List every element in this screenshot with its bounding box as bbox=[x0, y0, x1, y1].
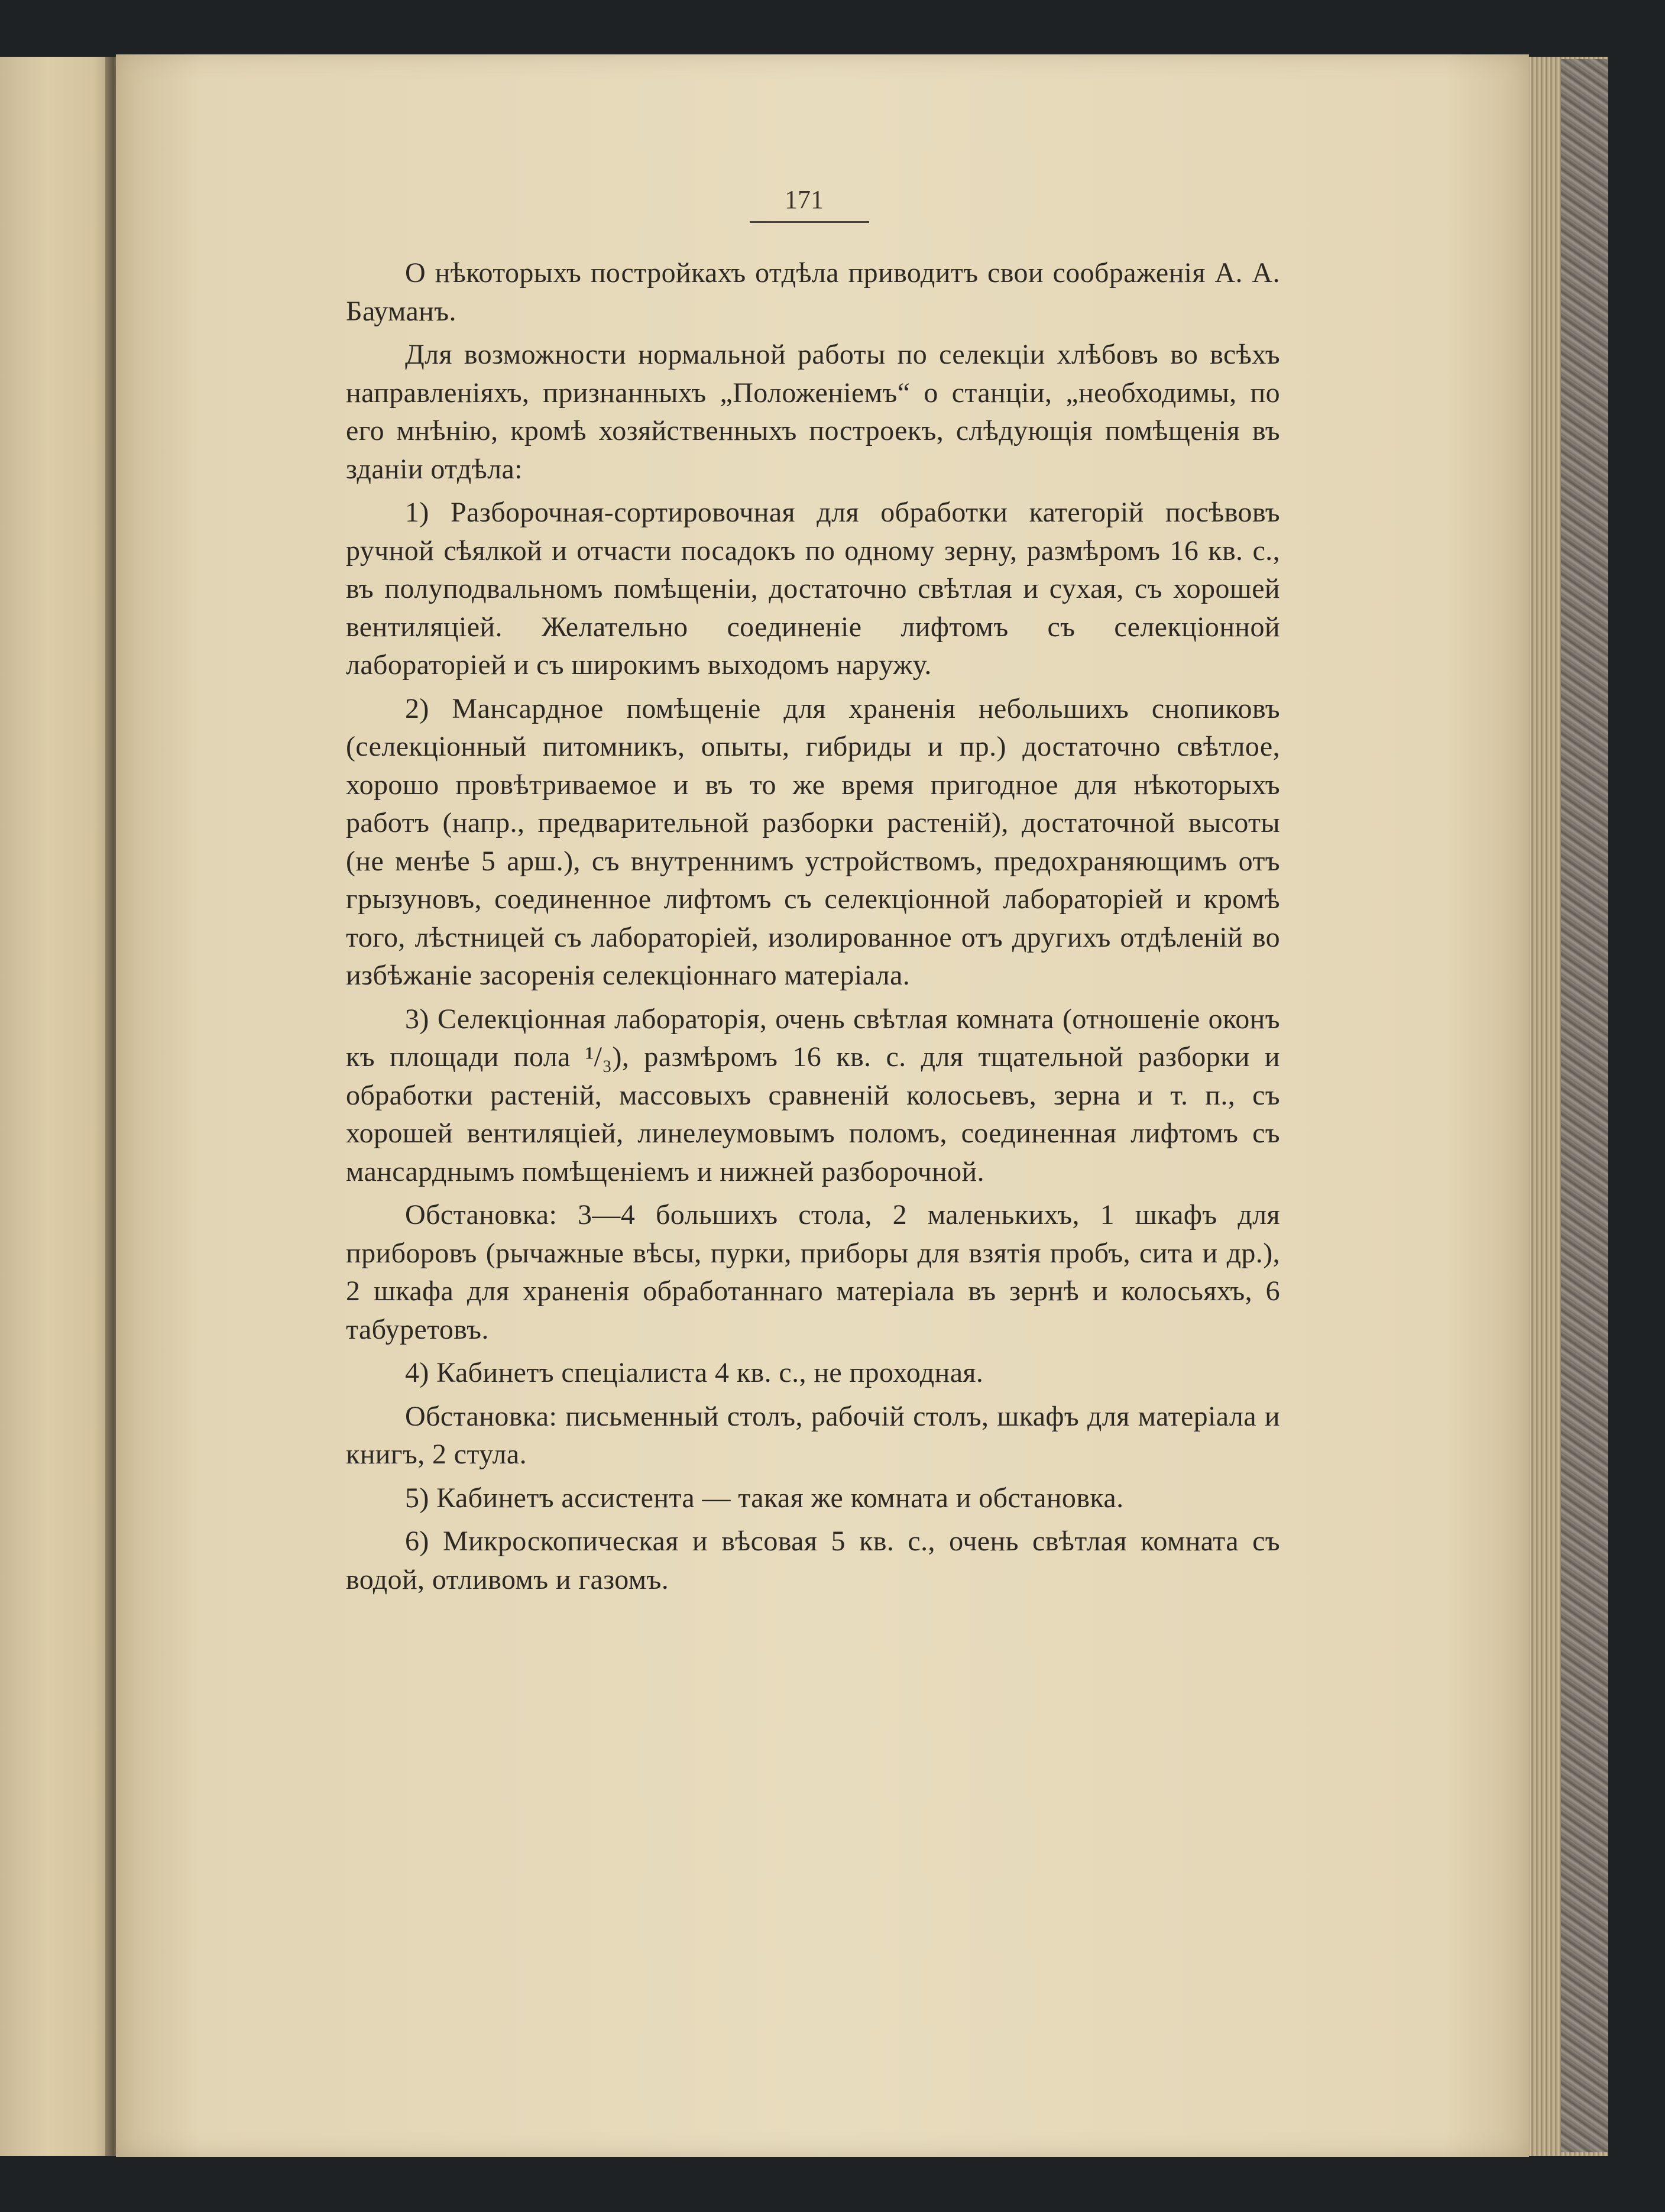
book-cover-edge bbox=[1561, 59, 1608, 2152]
paragraph: 2) Мансардное помѣщеніе для храненія небольшихъ снопиковъ (селекціонный питомникъ, опыты, гибриды и пр.) достаточно свѣтлое, хорошо провѣтриваемое и въ то же время пригодное для нѣкоторыхъ работъ (напр., предварительной разборки растеній), достаточной высоты (не менѣе 5 арш.), съ внутреннимъ устройствомъ, предохраняющимъ отъ грызуновъ, соединенное лифтомъ съ селекціонной лабораторіей и кромѣ того, лѣстницей съ лабораторіей, изолированное отъ другихъ отдѣленій во избѣжаніе засоренія селекціоннаго матеріала. bbox=[346, 692, 1280, 991]
page-text bbox=[346, 254, 1280, 1604]
paragraph: 1) Разборочная-сортировочная для обработки категорій посѣвовъ ручной сѣялкой и отчасти посадокъ по одному зерну, размѣромъ 16 кв. с., въ полуподвальномъ помѣщеніи, достаточно свѣтлая и сухая, съ хорошей вентиляціей. Желательно соединеніе лифтомъ съ селекціонной лабораторіей и съ широкимъ выходомъ наружу. bbox=[346, 497, 1280, 681]
paragraph: О нѣкоторыхъ постройкахъ отдѣла приводитъ свои соображенія А. А. Бауманъ. bbox=[346, 257, 1280, 327]
paragraph: 3) Селекціонная лабораторія, очень свѣтлая комната (отношеніе оконъ къ площади пола ¹/₃), размѣромъ 16 кв. с. для тщательной разборки и обработки растеній, массовыхъ сравненій колосьевъ, зерна и т. п., съ хорошей вентиляціей, линелеумовымъ поломъ, соединенная лифтомъ съ мансарднымъ помѣщеніемъ и нижней разборочной. bbox=[346, 1003, 1280, 1187]
paragraph: Для возможности нормальной работы по селекціи хлѣбовъ во всѣхъ направленіяхъ, признанныхъ „Положеніемъ“ о станціи, „необходимы, по его мнѣнію, кромѣ хозяйственныхъ построекъ, слѣдующія помѣщенія въ зданіи отдѣла: bbox=[346, 339, 1280, 485]
page-number: 171 bbox=[785, 185, 824, 214]
paragraph: 6) Микроскопическая и вѣсовая 5 кв. с., очень свѣтлая комната съ водой, отливомъ и газомъ. bbox=[346, 1526, 1280, 1595]
previous-page-edge bbox=[0, 57, 118, 2156]
paragraph: 5) Кабинетъ ассистента — такая же комната и обстановка. bbox=[405, 1482, 1124, 1514]
paragraph: Обстановка: письменный столъ, рабочій столъ, шкафъ для матеріала и книгъ, 2 стула. bbox=[346, 1400, 1280, 1470]
paragraph: 4) Кабинетъ спеціалиста 4 кв. с., не проходная. bbox=[405, 1357, 984, 1388]
page-number-rule bbox=[750, 221, 869, 223]
paragraph: Обстановка: 3—4 большихъ стола, 2 маленькихъ, 1 шкафъ для приборовъ (рычажные вѣсы, пурки, приборы для взятія пробъ, сита и др.), 2 шкафа для храненія обработаннаго матеріала въ зернѣ и колосьяхъ, 6 табуретовъ. bbox=[346, 1199, 1280, 1345]
